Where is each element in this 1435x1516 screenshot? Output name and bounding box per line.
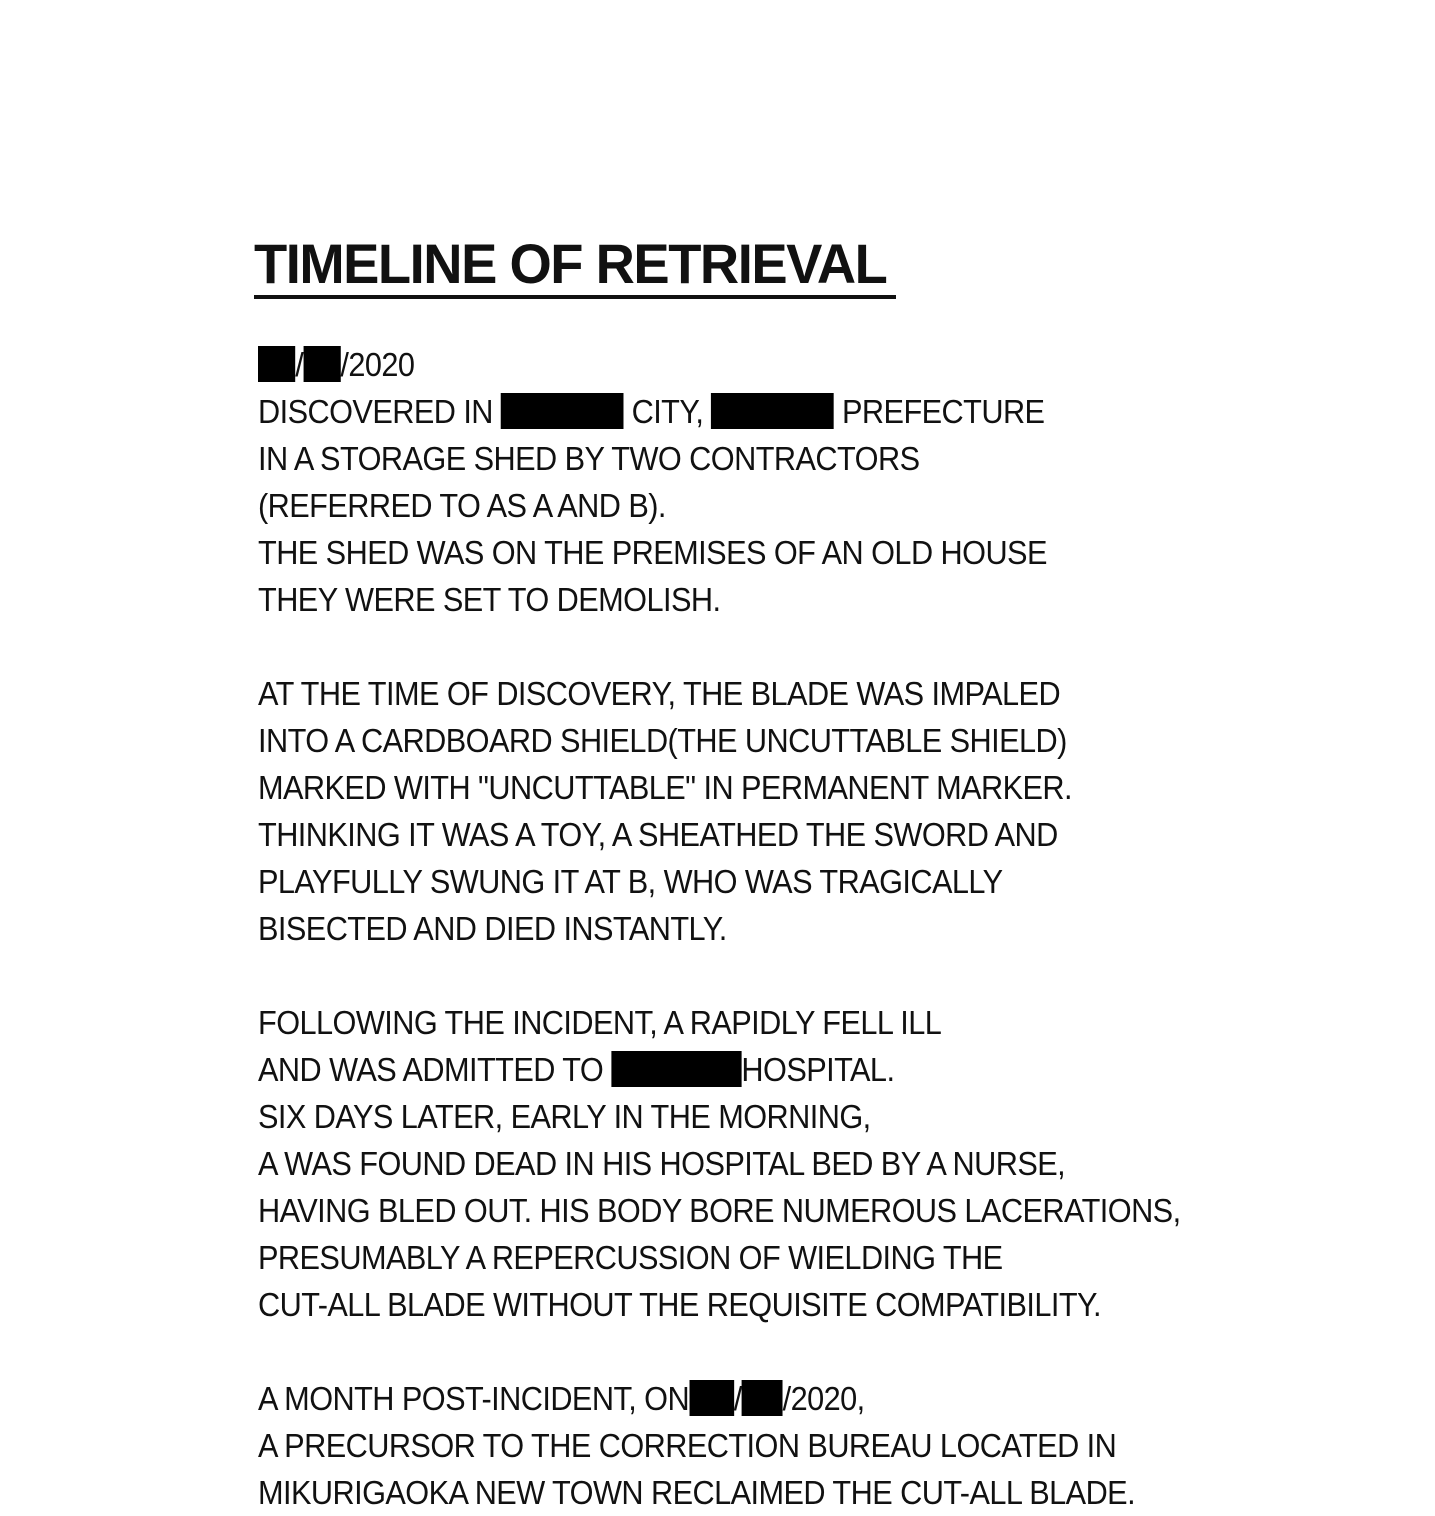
text-line: MARKED WITH "UNCUTTABLE" IN PERMANENT MARKER. bbox=[258, 769, 1073, 806]
text-fragment: PREFECTURE bbox=[842, 393, 1045, 430]
text-fragment: AND WAS ADMITTED TO bbox=[258, 1051, 604, 1088]
redaction-bar bbox=[611, 1051, 741, 1087]
text-fragment: HOSPITAL. bbox=[741, 1051, 895, 1088]
text-line: MIKURIGAOKA NEW TOWN RECLAIMED THE CUT-ALL BLADE. bbox=[258, 1474, 1136, 1511]
text-line: THEY WERE SET TO DEMOLISH. bbox=[258, 581, 721, 618]
text-fragment: CITY, bbox=[631, 393, 704, 430]
date-year: /2020 bbox=[340, 346, 415, 383]
text-line: A PRECURSOR TO THE CORRECTION BUREAU LOCATED IN bbox=[258, 1427, 1117, 1464]
page-title: TIMELINE OF RETRIEVAL bbox=[254, 232, 887, 295]
paragraph-gap bbox=[258, 623, 1258, 670]
text-line bbox=[258, 1375, 1188, 1422]
paragraph-gap bbox=[258, 1328, 1258, 1375]
text-line bbox=[258, 388, 1188, 435]
text-line: BISECTED AND DIED INSTANTLY. bbox=[258, 910, 727, 947]
text-fragment: /2020, bbox=[782, 1380, 865, 1417]
text-line: THE SHED WAS ON THE PREMISES OF AN OLD HOUSE bbox=[258, 534, 1047, 571]
redaction-bar bbox=[303, 346, 340, 382]
text-line: A WAS FOUND DEAD IN HIS HOSPITAL BED BY A NURSE, bbox=[258, 1145, 1066, 1182]
redaction-bar bbox=[689, 1380, 734, 1416]
text-line: INTO A CARDBOARD SHIELD(THE UNCUTTABLE SHIELD) bbox=[258, 722, 1067, 759]
redaction-bar bbox=[501, 393, 624, 429]
text-line: SIX DAYS LATER, EARLY IN THE MORNING, bbox=[258, 1098, 871, 1135]
text-line: FOLLOWING THE INCIDENT, A RAPIDLY FELL ILL bbox=[258, 1004, 942, 1041]
text-line bbox=[258, 1046, 1188, 1093]
text-line: PLAYFULLY SWUNG IT AT B, WHO WAS TRAGICALLY bbox=[258, 863, 1003, 900]
redaction-bar bbox=[258, 346, 295, 382]
document-body bbox=[258, 341, 1258, 1516]
date-line bbox=[258, 341, 1188, 388]
text-line: PRESUMABLY A REPERCUSSION OF WIELDING THE bbox=[258, 1239, 1003, 1276]
text-line: (REFERRED TO AS A AND B). bbox=[258, 487, 666, 524]
redaction-bar bbox=[711, 393, 834, 429]
text-line: HAVING BLED OUT. HIS BODY BORE NUMEROUS LACERATIONS, bbox=[258, 1192, 1181, 1229]
text-fragment: DISCOVERED IN bbox=[258, 393, 493, 430]
text-fragment: A MONTH POST-INCIDENT, ON bbox=[258, 1380, 690, 1417]
text-line: IN A STORAGE SHED BY TWO CONTRACTORS bbox=[258, 440, 920, 477]
redaction-bar bbox=[742, 1380, 783, 1416]
text-line: AT THE TIME OF DISCOVERY, THE BLADE WAS IMPALED bbox=[258, 675, 1061, 712]
text-fragment: / bbox=[733, 1380, 742, 1417]
text-line: CUT-ALL BLADE WITHOUT THE REQUISITE COMPATIBILITY. bbox=[258, 1286, 1101, 1323]
document bbox=[254, 228, 1258, 1516]
text-line: THINKING IT WAS A TOY, A SHEATHED THE SWORD AND bbox=[258, 816, 1058, 853]
date-separator: / bbox=[295, 346, 304, 383]
paragraph-gap bbox=[258, 952, 1258, 999]
